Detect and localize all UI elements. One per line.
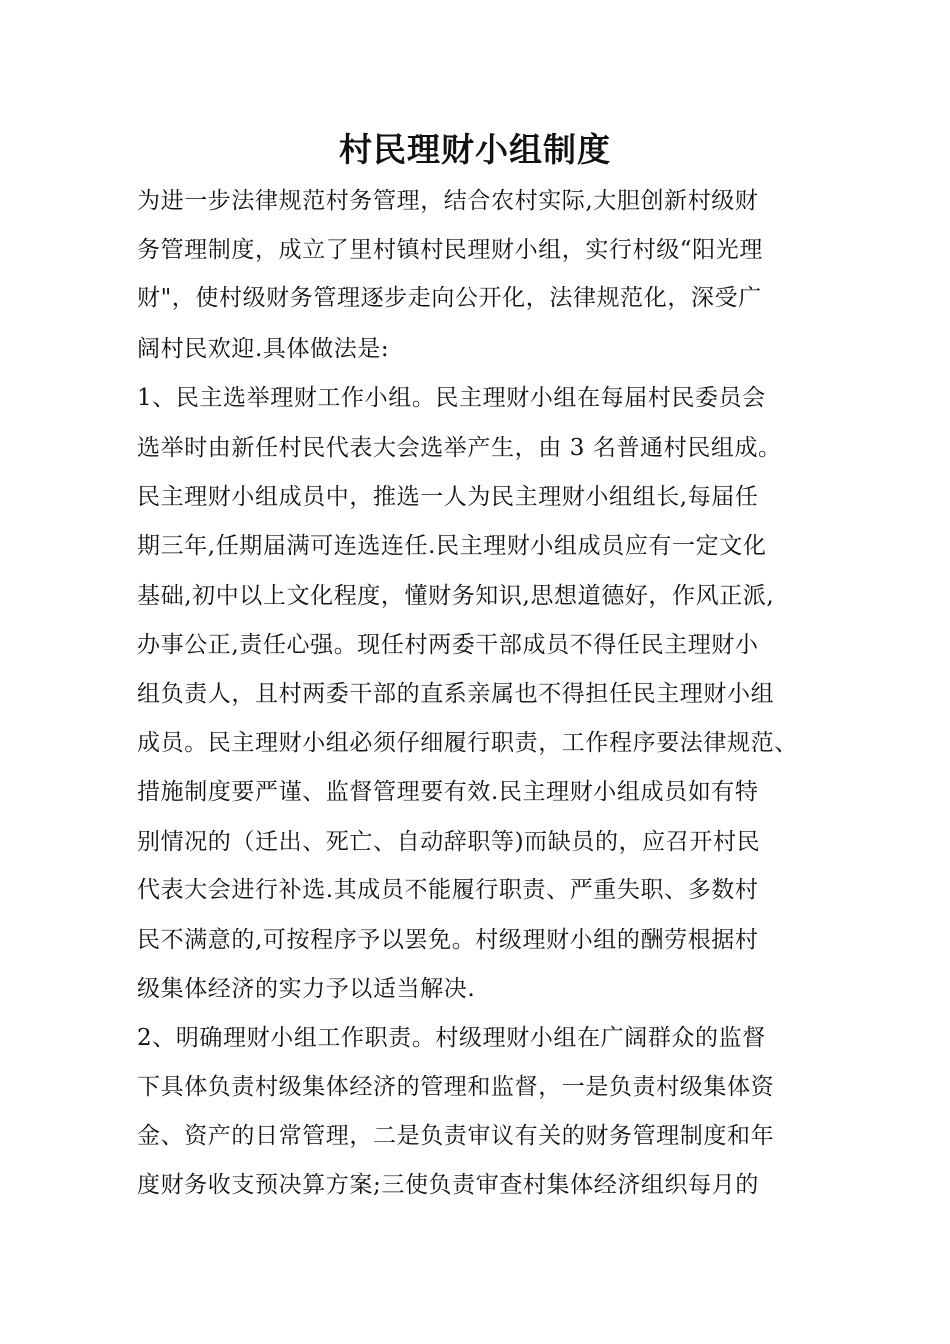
text-line: 阔村民欢迎.具体做法是: [137,336,390,362]
text-line: 度财务收支预决算方案;三使负责审查村集体经济组织每月的 [137,1172,759,1198]
text-line: 民不满意的,可按程序予以罢免。村级理财小组的酬劳根据村 [137,927,759,953]
text-line: 办事公正,责任心强。现任村两委干部成员不得任民主理财小 [137,632,759,658]
text-line: 民主理财小组成员中，推选一人为民主理财小组组长,每届任 [137,484,759,510]
text-line: 金、资产的日常管理，二是负责审议有关的财务管理制度和年 [137,1123,775,1149]
document-title: 村民理财小组制度 [339,130,611,169]
text-line: 别情况的（迁出、死亡、自动辞职等)而缺员的，应召开村民 [137,829,761,855]
text-line: 期三年,任期届满可连选连任.民主理财小组成员应有一定文化 [137,533,767,559]
text-line: 基础,初中以上文化程度，懂财务知识,思想道德好，作风正派, [137,583,775,609]
text-line: 为进一步法律规范村务管理，结合农村实际,大胆创新村级财 [137,188,759,214]
text-line: 1、民主选举理财工作小组。民主理财小组在每届村民委员会 [137,385,766,411]
text-line: 下具体负责村级集体经济的管理和监督，一是负责村级集体资 [137,1074,775,1100]
text-line: 2、明确理财小组工作职责。村级理财小组在广阔群众的监督 [137,1025,766,1051]
text-line: 选举时由新任村民代表大会选举产生，由 3 名普通村民组成。 [137,435,782,461]
text-line: 级集体经济的实力予以适当解决. [137,976,476,1002]
text-line: 财"，使村级财务管理逐步走向公开化，法律规范化，深受广 [137,285,762,311]
text-line: 措施制度要严谨、监督管理要有效.民主理财小组成员如有特 [137,779,759,805]
text-line: 务管理制度，成立了里村镇村民理财小组，实行村级“阳光理 [137,237,763,263]
text-line: 成员。民主理财小组必须仔细履行职责，工作程序要法律规范、 [137,730,798,756]
text-line: 组负责人，且村两委干部的直系亲属也不得担任民主理财小组 [137,681,775,707]
text-line: 代表大会进行补选.其成员不能履行职责、严重失职、多数村 [137,877,759,903]
